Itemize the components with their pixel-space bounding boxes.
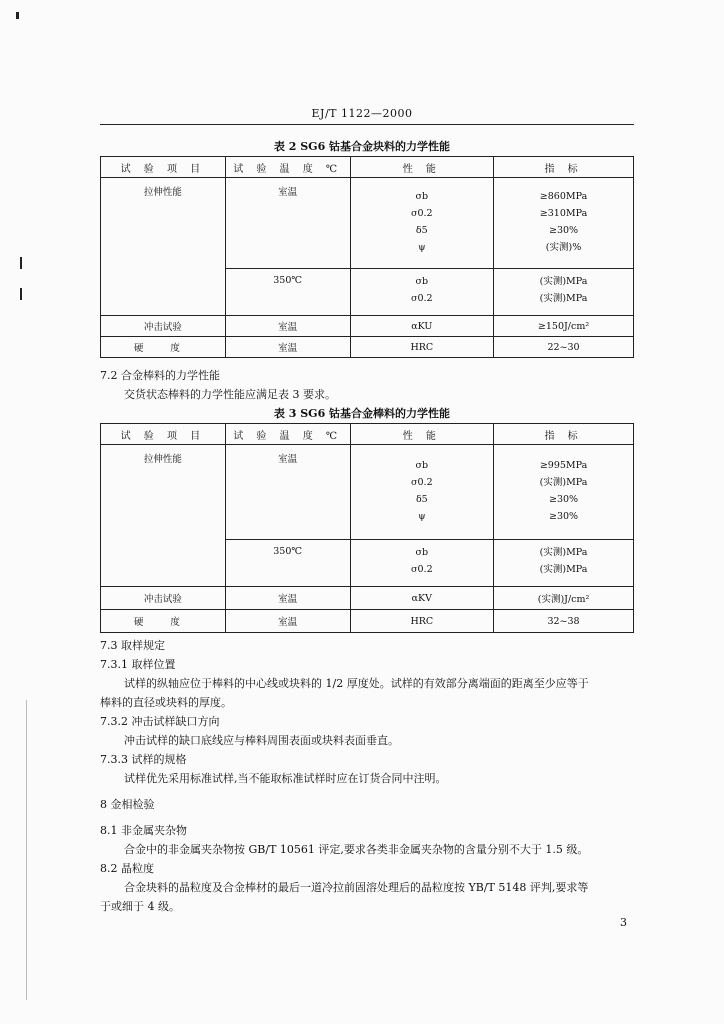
section-8-2-heading: 8.2 晶粒度: [100, 862, 154, 875]
table2-impact-prop: αKU: [350, 316, 494, 337]
prop-sigma-b: σb: [415, 191, 429, 202]
table2-caption: 表 2 SG6 钴基合金块料的力学性能: [273, 140, 451, 153]
prop-sigma-02: σ0.2: [411, 477, 433, 488]
scan-mark: [20, 257, 22, 269]
prop-sigma-b: σb: [415, 460, 429, 471]
value-cell: (实测)MPa: [539, 477, 588, 488]
table2-hardness-item: 硬 度: [101, 337, 226, 358]
table-row: [101, 337, 634, 358]
section-7-2-text: 交货状态棒料的力学性能应满足表 3 要求。: [124, 388, 336, 401]
section-7-3-3-heading: 7.3.3 试样的规格: [100, 753, 187, 766]
table2-room-values: [494, 178, 634, 269]
value-cell: ≥30%: [549, 511, 579, 522]
table3-header-property: 性 能: [350, 424, 494, 445]
table2-hot-props: [350, 269, 494, 316]
section-8-2-line2: 于或细于 4 级。: [100, 900, 180, 913]
section-8-2-line1: 合金块料的晶粒度及合金棒材的最后一道冷拉前固溶处理后的晶粒度按 YB/T 5148 评判,要求等: [124, 881, 589, 894]
section-8-1-heading: 8.1 非金属夹杂物: [100, 824, 187, 837]
prop-delta-5: δ5: [415, 225, 428, 236]
scan-mark: [16, 12, 19, 19]
section-7-3-1-line2: 棒料的直径或块料的厚度。: [100, 696, 232, 709]
value-cell: ≥310MPa: [539, 208, 588, 219]
section-8-1-text: 合金中的非金属夹杂物按 GB/T 10561 评定,要求各类非金属夹杂物的含量分别不大于 1.5 级。: [124, 843, 589, 856]
value-cell: ≥860MPa: [539, 191, 588, 202]
section-7-3-3-text: 试样优先采用标准试样,当不能取标准试样时应在订货合同中注明。: [124, 772, 447, 785]
prop-psi: ψ: [418, 511, 426, 522]
table3-impact-temp: 室温: [225, 587, 350, 610]
value-cell: (实测)MPa: [539, 564, 588, 575]
section-7-3-1-heading: 7.3.1 取样位置: [100, 658, 176, 671]
table2-impact-temp: 室温: [225, 316, 350, 337]
table2-hot-values: [494, 269, 634, 316]
table3-hot-props: [350, 540, 494, 587]
table3-header-temp: 试 验 温 度 ℃: [225, 424, 350, 445]
table3-tensile-room-temp: 室温: [225, 445, 350, 540]
value-cell: ≥995MPa: [539, 460, 588, 471]
table2-hardness-value: 22~30: [494, 337, 634, 358]
table2-impact-value: ≥150J/cm²: [494, 316, 634, 337]
section-7-2-heading: 7.2 合金棒料的力学性能: [100, 369, 220, 382]
section-7-3-2-heading: 7.3.2 冲击试样缺口方向: [100, 715, 220, 728]
table2-tensile-room-temp: 室温: [225, 178, 350, 269]
prop-sigma-b: σb: [415, 547, 429, 558]
page-number: 3: [620, 916, 627, 929]
value-cell: ≥30%: [548, 225, 579, 236]
table2-tensile-item: 拉伸性能: [101, 178, 226, 316]
table2-header-property: 性 能: [350, 157, 494, 178]
section-8-heading: 8 金相检验: [100, 798, 155, 811]
value-cell: (实测)%: [545, 242, 582, 253]
value-cell: (实测)MPa: [539, 293, 588, 304]
section-7-3-heading: 7.3 取样规定: [100, 639, 165, 652]
table-row: [101, 178, 634, 269]
table3-hardness-item: 硬 度: [101, 610, 226, 633]
table3-impact-item: 冲击试验: [101, 587, 226, 610]
scan-mark: [20, 288, 22, 300]
prop-psi: ψ: [418, 242, 426, 253]
binding-line: [26, 700, 27, 1000]
value-cell: (实测)MPa: [539, 276, 588, 287]
prop-sigma-02: σ0.2: [411, 564, 433, 575]
standard-code-header: EJ/T 1122—2000: [311, 107, 413, 120]
prop-delta-5: δ5: [415, 494, 428, 505]
table2-header-index: 指 标: [494, 157, 634, 178]
table2-tensile-hot-temp: 350℃: [225, 269, 350, 316]
table2-header-temp: 试 验 温 度 ℃: [225, 157, 350, 178]
table3-hardness-value: 32~38: [494, 610, 634, 633]
table2-room-props: [350, 178, 494, 269]
header-rule: [100, 124, 634, 125]
table3-hardness-prop: HRC: [350, 610, 494, 633]
table2-hardness-prop: HRC: [350, 337, 494, 358]
table2-hardness-temp: 室温: [225, 337, 350, 358]
prop-sigma-02: σ0.2: [411, 208, 433, 219]
table2-header-item: 试 验 项 目: [101, 157, 226, 178]
table3-tensile-item: 拉伸性能: [101, 445, 226, 587]
table3-hot-values: [494, 540, 634, 587]
prop-sigma-02: σ0.2: [411, 293, 433, 304]
value-cell: (实测)MPa: [539, 547, 588, 558]
table3-header-index: 指 标: [494, 424, 634, 445]
table3-impact-prop: αKV: [350, 587, 494, 610]
table-row: [101, 445, 634, 540]
table-row: [101, 610, 634, 633]
value-cell: ≥30%: [549, 494, 579, 505]
table3: [100, 423, 634, 633]
section-7-3-1-line1: 试样的纵轴应位于棒料的中心线或块料的 1/2 厚度处。试样的有效部分离端面的距离至少应等于: [124, 677, 589, 690]
table2-impact-item: 冲击试验: [101, 316, 226, 337]
table3-room-values: [494, 445, 634, 540]
table3-impact-value: (实测)J/cm²: [494, 587, 634, 610]
table-row: [101, 316, 634, 337]
prop-sigma-b: σb: [415, 276, 429, 287]
table3-caption: 表 3 SG6 钴基合金棒料的力学性能: [273, 407, 451, 420]
table2: [100, 156, 634, 358]
section-7-3-2-text: 冲击试样的缺口底线应与棒料周围表面或块料表面垂直。: [124, 734, 399, 747]
table3-room-props: [350, 445, 494, 540]
table3-hardness-temp: 室温: [225, 610, 350, 633]
table3-tensile-hot-temp: 350℃: [225, 540, 350, 587]
table-row: [101, 587, 634, 610]
table3-header-item: 试 验 项 目: [101, 424, 226, 445]
